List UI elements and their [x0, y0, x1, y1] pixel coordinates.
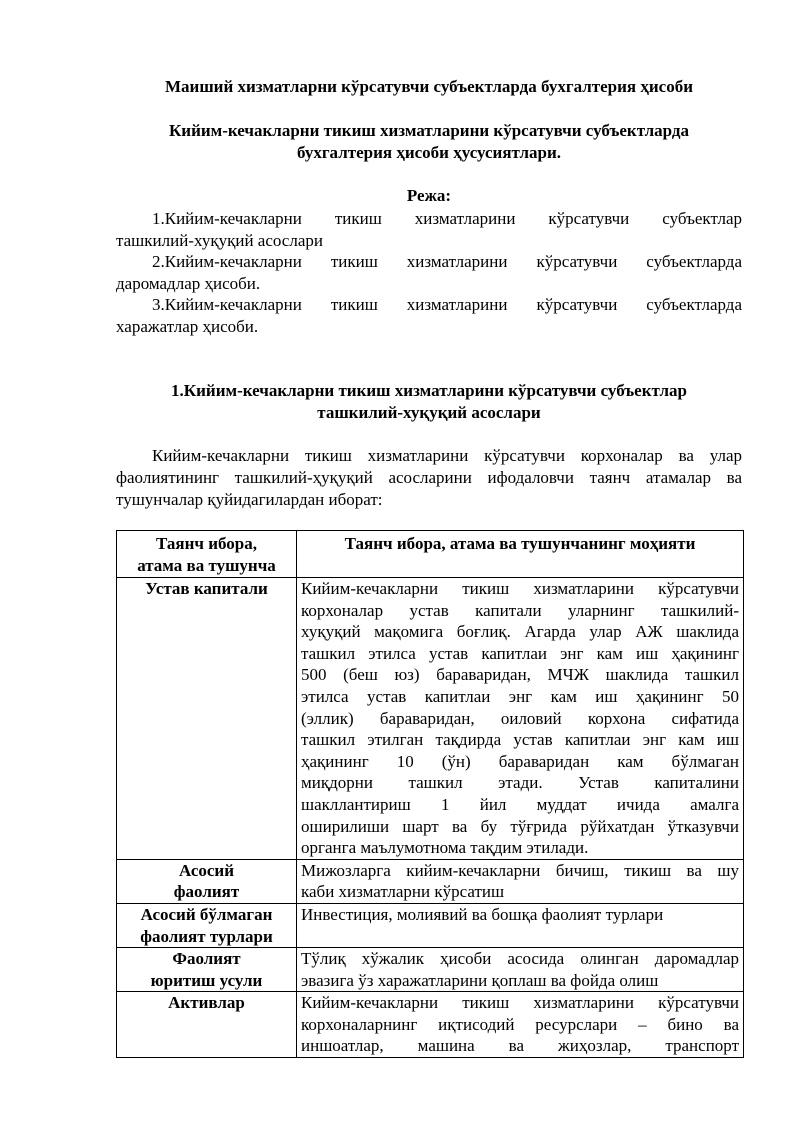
section-heading-line-1: 1.Кийим-кечакларни тикиш хизматларини кўрсатувчи субъектлар — [171, 381, 687, 400]
definition-text-line: ташкил этилган тақдирда устав капитлаи энг кам иш — [301, 730, 739, 750]
subtitle-line-2: бухгалтерия ҳисоби ҳусусиятлари. — [296, 143, 561, 162]
term-cell — [117, 578, 297, 860]
header-definition-column: Таянч ибора, атама ва тушунчанинг моҳияти — [297, 531, 744, 578]
plan-item-2-line-1: 2.Кийим-кечакларни тикиш хизматларини кўрсатувчи субъектларда — [152, 252, 742, 271]
table-row — [117, 903, 744, 947]
document-subtitle — [116, 120, 742, 164]
definition-text-line: шакллантириш 1 йил муддат ичида амалга — [301, 794, 739, 814]
table-body — [117, 578, 744, 1058]
term-text-line: Фаолият — [172, 949, 241, 969]
definition-text-line: (эллик) бараваридан, оиловий корхона сифатида — [301, 708, 739, 728]
definition-cell — [297, 903, 744, 947]
plan-item-2 — [116, 251, 742, 294]
term-cell — [117, 859, 297, 903]
plan-item-3-line-2: харажатлар ҳисоби. — [116, 316, 259, 336]
definition-text-line: корхоналарнинг иқтисодий ресурслари – бино ва — [301, 1014, 739, 1034]
section-intro-paragraph — [116, 445, 742, 511]
definition-text-line: 500 (беш юз) бараваридан, МЧЖ шаклида ташкил — [301, 665, 739, 685]
plan-item-1 — [116, 208, 742, 251]
term-text-line: юритиш усули — [150, 970, 263, 990]
definition-text-line: эвазига ўз харажатларини қоплаш ва фойда олиш — [301, 970, 659, 990]
definition-text-line: Кийим-кечакларни тикиш хизматларини кўрсатувчи — [301, 993, 739, 1013]
header-term-column — [117, 531, 297, 578]
definition-text-line: ҳақининг 10 (ўн) бараваридан кам бўлмаган — [301, 751, 739, 771]
term-text-line: Устав капитали — [145, 579, 268, 598]
table-row — [117, 992, 744, 1058]
definition-cell — [297, 992, 744, 1058]
plan-item-1-line-1: 1.Кийим-кечакларни тикиш хизматларини кўрсатувчи субъектлар — [152, 209, 742, 228]
definition-cell — [297, 948, 744, 992]
definition-text-line: иншоатлар, машина ва жиҳозлар, транспорт — [301, 1036, 739, 1056]
definition-text-line: оширилиши шарт ва бу тўғрида рўйхатдан ўтказувчи — [301, 816, 739, 836]
term-text-line: фаолият — [173, 882, 240, 902]
definition-text-line: органга маълумотнома тақдим этилади. — [301, 838, 589, 858]
definition-text-line: хуқуқий мақомига боғлиқ. Агарда улар АЖ шаклида — [301, 622, 739, 642]
header-term-line-1: Таянч ибора, — [155, 534, 258, 553]
definition-cell — [297, 859, 744, 903]
document-title: Маиший хизматларни кўрсатувчи субъектларда бухгалтерия ҳисоби — [164, 77, 693, 96]
intro-line-3: тушунчалар қуйидагилардан иборат: — [116, 490, 383, 509]
term-text-line: Активлар — [168, 993, 245, 1013]
plan-item-3 — [116, 294, 742, 337]
term-text-line: Асосий — [178, 860, 235, 880]
definition-text-line: Тўлиқ хўжалик ҳисоби асосида олинган даромадлар — [301, 949, 739, 969]
definition-text-line: корхоналар устав капитали уларнинг ташкилий- — [301, 600, 739, 620]
section-heading-line-2: ташкилий-хуқуқий асослари — [317, 403, 541, 422]
definition-text-line: ташкил этилса устав капитлаи энг кам иш ҳақининг — [301, 643, 739, 663]
table-row — [117, 948, 744, 992]
term-cell — [117, 992, 297, 1058]
table-row — [117, 578, 744, 860]
plan-item-3-line-1: 3.Кийим-кечакларни тикиш хизматларини кўрсатувчи субъектларда — [152, 295, 742, 314]
definition-text-line: этилса устав капитлаи энг кам иш ҳақининг 50 — [301, 686, 739, 706]
definition-text-line: миқдорни ташкил этади. Устав капиталини — [301, 773, 739, 793]
intro-line-1: Кийим-кечакларни тикиш хизматларини кўрсатувчи корхоналар ва улар — [152, 446, 742, 465]
term-cell — [117, 948, 297, 992]
definition-text-line: Кийим-кечакларни тикиш хизматларини кўрсатувчи — [301, 579, 739, 598]
subtitle-line-1: Кийим-кечакларни тикиш хизматларини кўрсатувчи субъектларда — [168, 121, 690, 140]
table-row — [117, 859, 744, 903]
terms-table — [116, 530, 744, 1058]
plan-heading: Режа: — [406, 186, 452, 205]
plan-item-2-line-2: даромадлар ҳисоби. — [116, 273, 261, 293]
definition-cell — [297, 578, 744, 860]
definition-text-line: Мижозларга кийим-кечакларни бичиш, тикиш ва шу — [301, 860, 739, 880]
definition-text-line: каби хизматларни кўрсатиш — [301, 882, 505, 902]
header-term-line-2: атама ва тушунча — [137, 555, 276, 575]
term-text-line: Асосий бўлмаган — [140, 904, 273, 924]
definition-text-line: Инвестиция, молиявий ва бошқа фаолият турлари — [301, 904, 664, 924]
plan-item-1-line-2: ташкилий-хуқуқий асослари — [116, 230, 323, 250]
table-header-row — [117, 531, 744, 578]
term-cell — [117, 903, 297, 947]
term-text-line: фаолият турлари — [140, 926, 273, 946]
section-heading — [116, 380, 742, 424]
intro-line-2: фаолиятининг ташкилий-ҳуқуқий асосларини ифодаловчи таянч атамалар ва — [116, 468, 742, 487]
